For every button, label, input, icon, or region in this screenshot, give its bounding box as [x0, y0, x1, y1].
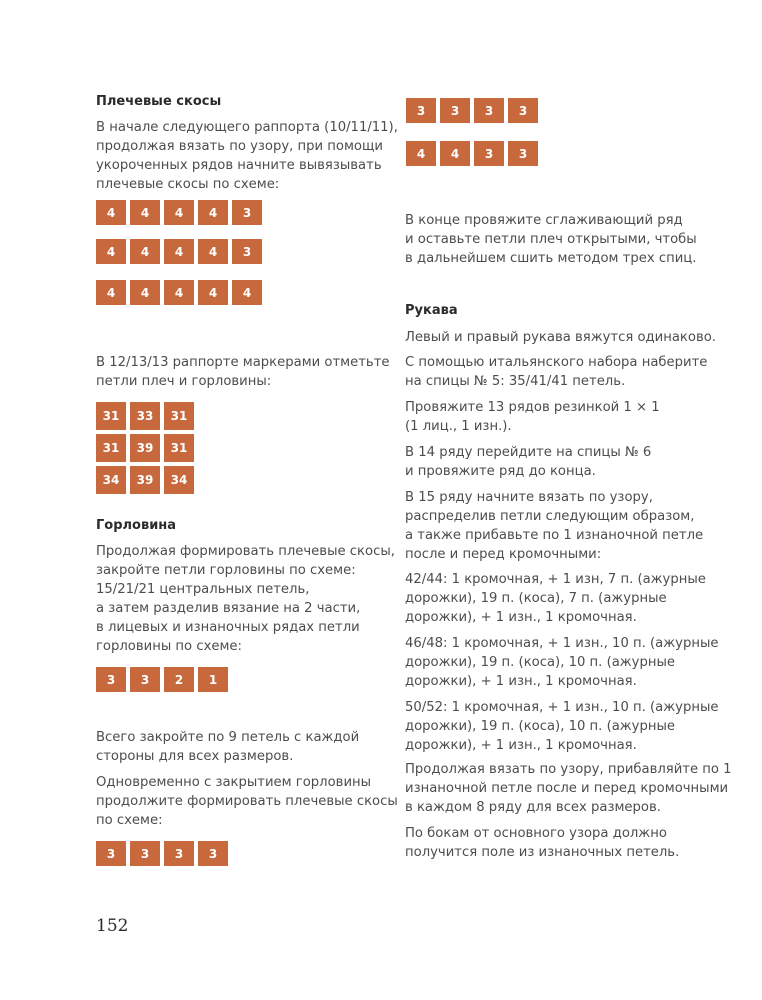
marker-table: [94, 400, 196, 496]
field-text: По бокам от основного узора должно получится поле из изнаночных петель.: [405, 826, 680, 860]
scheme-cell: 4: [94, 198, 128, 227]
page-number: 152: [96, 916, 129, 936]
scheme-cell: 4: [128, 278, 162, 307]
scheme-cell: 3: [94, 665, 128, 694]
shoulder-heading: Плечевые скосы: [96, 94, 222, 109]
marker-cell: 34: [94, 464, 128, 496]
scheme-row: [404, 96, 540, 125]
size-instructions: 50/52: 1 кромочная, + 1 изн., 10 п. (ажурные дорожки), 19 п. (коса), 10 п. (ажурные дорожки), + 1 изн., 1 кромочная.: [405, 700, 719, 753]
marker-cell: 31: [94, 432, 128, 464]
scheme-cell: 4: [438, 139, 472, 168]
scheme-cell: 3: [438, 96, 472, 125]
sleeves-paragraph: В 15 ряду начните вязать по узору, распределив петли следующим образом, а также прибавьте по 1 изнаночной петле после и перед кромочными:: [405, 490, 704, 562]
scheme-cell: 3: [404, 96, 438, 125]
scheme-cell: 4: [196, 198, 230, 227]
scheme-row: [94, 198, 264, 227]
scheme-cell: 3: [472, 139, 506, 168]
marker-cell: 39: [128, 432, 162, 464]
scheme-cell: 3: [128, 839, 162, 868]
scheme-cell: 3: [472, 96, 506, 125]
marker-cell: 31: [94, 400, 128, 432]
scheme-cell: 3: [94, 839, 128, 868]
scheme-cell: 3: [196, 839, 230, 868]
size-instructions: 42/44: 1 кромочная, + 1 изн, 7 п. (ажурные дорожки), 19 п. (коса), 7 п. (ажурные дорожки), + 1 изн., 1 кромочная.: [405, 572, 706, 625]
scheme-cell: 4: [196, 237, 230, 266]
neck-text: Продолжая формировать плечевые скосы, закройте петли горловины по схеме: 15/21/21 центральных петель, а затем разделив вязание на 2 части, в лицевых и изнаночных рядах петли горловины по схеме:: [96, 544, 395, 654]
close-text: Всего закройте по 9 петель с каждой стороны для всех размеров.: [96, 730, 360, 764]
size-instructions: 46/48: 1 кромочная, + 1 изн., 10 п. (ажурные дорожки), 19 п. (коса), 10 п. (ажурные дорожки), + 1 изн., 1 кромочная.: [405, 636, 719, 689]
final-scheme: [94, 839, 230, 868]
scheme-cell: 4: [162, 198, 196, 227]
scheme-cell: 3: [162, 839, 196, 868]
marker-cell: 31: [162, 432, 196, 464]
marker-text: В 12/13/13 раппорте маркерами отметьте петли плеч и горловины:: [96, 355, 390, 389]
sleeves-paragraph: В 14 ряду перейдите на спицы № 6 и провяжите ряд до конца.: [405, 445, 652, 479]
scheme-cell: 4: [162, 278, 196, 307]
marker-row: [94, 432, 196, 464]
scheme-cell: 4: [94, 237, 128, 266]
scheme-cell: 3: [128, 665, 162, 694]
shoulder-scheme-continued: [404, 96, 540, 168]
neck-scheme: [94, 665, 230, 694]
end-text: В конце провяжите сглаживающий ряд и оставьте петли плеч открытыми, чтобы в дальнейшем сшить методом трех спиц.: [405, 213, 697, 266]
scheme-cell: 3: [230, 198, 264, 227]
scheme-row: [94, 278, 264, 307]
scheme-cell: 4: [404, 139, 438, 168]
sleeves-heading: Рукава: [405, 303, 458, 318]
marker-cell: 39: [128, 464, 162, 496]
sleeves-paragraph: Провяжите 13 рядов резинкой 1 × 1 (1 лиц., 1 изн.).: [405, 400, 660, 434]
scheme-cell: 4: [196, 278, 230, 307]
shoulder-scheme: [94, 198, 264, 307]
shoulder-intro: В начале следующего раппорта (10/11/11), продолжая вязать по узору, при помощи укороченных рядов начните вывязывать плечевые скосы по схеме:: [96, 120, 398, 192]
scheme-cell: 4: [230, 278, 264, 307]
scheme-cell: 3: [506, 139, 540, 168]
scheme-row: [94, 237, 264, 266]
marker-row: [94, 464, 196, 496]
marker-cell: 31: [162, 400, 196, 432]
scheme-row: [404, 139, 540, 168]
scheme-cell: 4: [162, 237, 196, 266]
simultaneous-text: Одновременно с закрытием горловины продолжите формировать плечевые скосы по схеме:: [96, 775, 398, 828]
sleeves-paragraph: Левый и правый рукава вяжутся одинаково.: [405, 330, 717, 345]
marker-row: [94, 400, 196, 432]
neck-heading: Горловина: [96, 518, 177, 533]
scheme-cell: 2: [162, 665, 196, 694]
scheme-cell: 3: [506, 96, 540, 125]
scheme-cell: 1: [196, 665, 230, 694]
scheme-cell: 4: [94, 278, 128, 307]
increase-text: Продолжая вязать по узору, прибавляйте по 1 изнаночной петле после и перед кромочными в каждом 8 ряду для всех размеров.: [405, 762, 732, 815]
scheme-cell: 4: [128, 198, 162, 227]
sleeves-paragraph: С помощью итальянского набора наберите на спицы № 5: 35/41/41 петель.: [405, 355, 708, 389]
scheme-cell: 3: [230, 237, 264, 266]
marker-cell: 34: [162, 464, 196, 496]
scheme-cell: 4: [128, 237, 162, 266]
marker-cell: 33: [128, 400, 162, 432]
